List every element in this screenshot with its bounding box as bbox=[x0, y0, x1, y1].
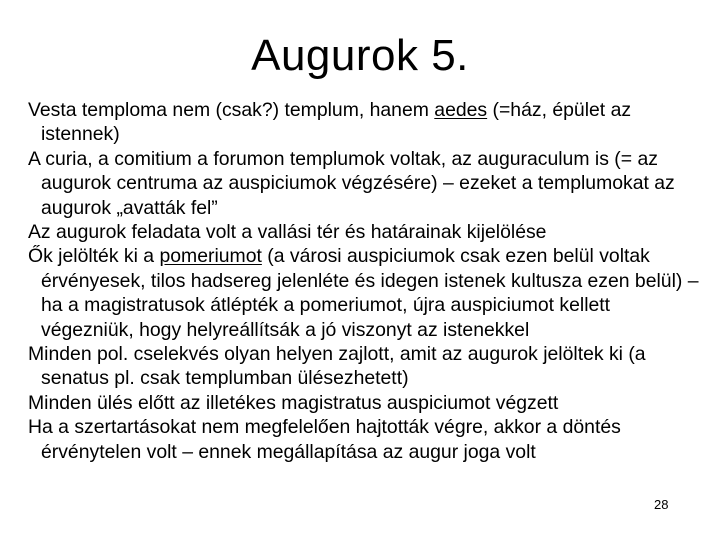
keyword-pomeriumot: pomeriumot bbox=[159, 245, 262, 268]
paragraph-text: Minden ülés előtt az illetékes magistratus auspiciumot végzett bbox=[28, 391, 559, 414]
paragraph-text: Ők jelölték ki a bbox=[28, 245, 160, 268]
keyword-aedes: aedes bbox=[434, 99, 488, 121]
slide-body bbox=[28, 98, 700, 464]
paragraph bbox=[28, 147, 700, 220]
paragraph-text: Minden pol. cselekvés olyan helyen zajlott, amit az augurok jelöltek ki (a senatus pl. csak templumban ülésezhetett) bbox=[28, 343, 646, 390]
paragraph bbox=[28, 220, 700, 244]
paragraph-text: Vesta temploma nem (csak?) templum, hanem bbox=[28, 99, 435, 121]
paragraph-text-after: (a városi auspiciumok csak ezen belül voltak érvényesek, tilos hadsereg jelenléte és idegen istenek kultusza ezen belül) – ha a magistratusok átlépték a pomeriumot, újra auspiciumot kellett végezniük, hogy helyreállítsák a jó viszonyt az istenekkel bbox=[41, 245, 699, 341]
paragraph-text: A curia, a comitium a forumon templumok voltak, az auguraculum is (= az augurok centruma az auspiciumok végzésére) – ezeket a templumokat az augurok „avatták fel” bbox=[28, 147, 675, 219]
paragraph bbox=[28, 98, 700, 147]
paragraph bbox=[28, 342, 700, 391]
paragraph-text: Ha a szertartásokat nem megfelelően hajtották végre, akkor a döntés érvénytelen volt – ennek megállapítása az augur joga volt bbox=[28, 416, 621, 463]
paragraph-text: Az augurok feladata volt a vallási tér és határainak kijelölése bbox=[28, 221, 547, 244]
paragraph bbox=[28, 415, 700, 464]
paragraph bbox=[28, 244, 700, 342]
slide-title: Augurok 5. bbox=[251, 31, 469, 80]
paragraph-text-after: (=ház, épület az istennek) bbox=[41, 99, 632, 146]
paragraph bbox=[28, 391, 700, 415]
slide-number: 28 bbox=[654, 497, 669, 512]
